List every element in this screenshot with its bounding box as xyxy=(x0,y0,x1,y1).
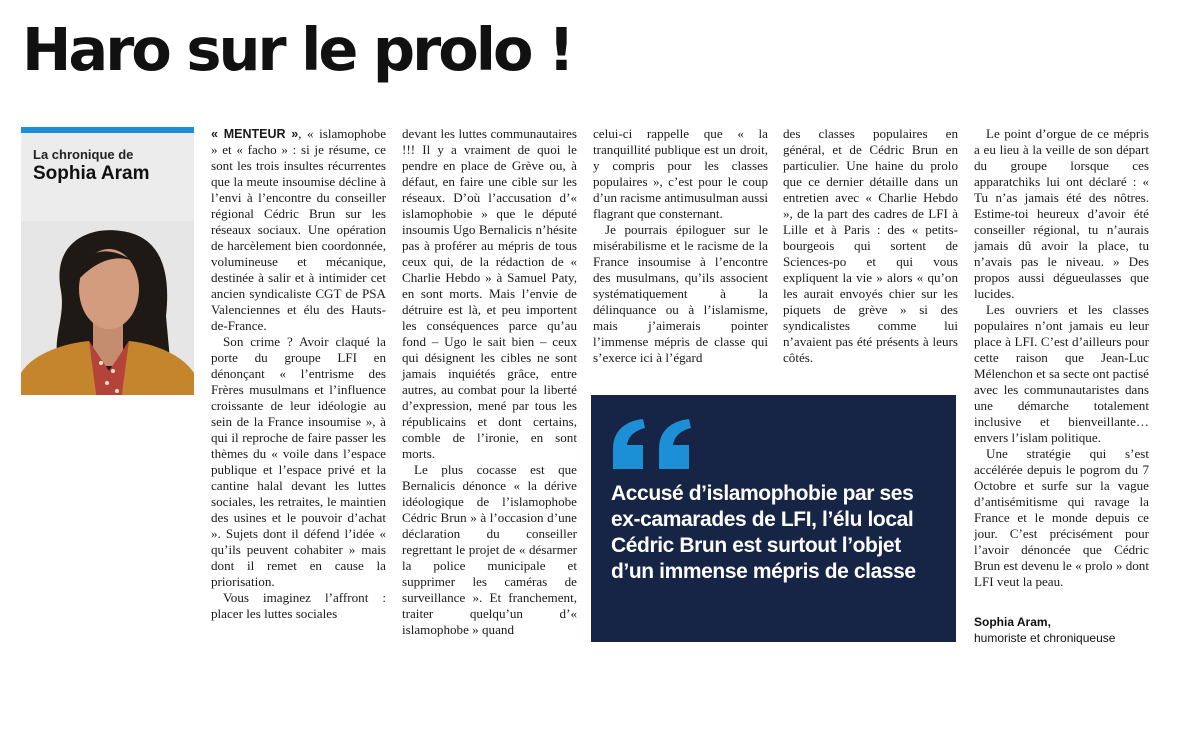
chronique-box xyxy=(21,127,194,395)
pull-quote xyxy=(591,395,956,642)
chronique-label: La chronique de xyxy=(33,147,134,162)
pull-quote-text: Accusé d’islamophobie par ses ex-camarades de LFI, l’élu local Cédric Brun est surtout l’objet d’un immense mépris de classe xyxy=(611,482,916,583)
paragraph: Le point d’orgue de ce mépris a eu lieu à la veille de son départ du groupe lorsque ces apparatchiks lui ont déclaré : « Tu n’as jamais été des nôtres. Estime-toi heureux d’avoir été conseiller régional, tu n’aurais jamais dû avoir la place, tu n’avais pas le niveau. » Des propos aussi dégueulasses que lucides. xyxy=(974,126,1149,301)
signature xyxy=(974,614,1154,646)
paragraph: Le plus cocasse est que Bernalicis dénonce « la dérive idéologique de l’islamophobe Cédric Brun » à l’occasion d’une déclaration du conseiller regrettant le projet de « désarmer la police municipale et supprimer les caméras de surveillance ». Et franchement, traiter quelqu’un d’« islamophobe » quand xyxy=(402,462,577,637)
article-column-3 xyxy=(593,126,768,366)
paragraph: devant les luttes communautaires !!! Il y a vraiment de quoi le pendre en place de Grève ou, à défaut, en faire une cible sur les réseaux. D’où l’accusation d’« islamophobie » que le député insoumis Ugo Bernalicis n’hésite pas à proférer au mépris de tous ceux qui, de la rédaction de « Charlie Hebdo » à Samuel Paty, en sont morts. Mais l’envie de détruire est là, et peu importent les conséquences parce qu’au fond – Ugo le sait bien – ceux qui désignent les cibles ne sont jamais inquiétés grâce, entre autres, au combat pour la liberté d’expression, mené par tous les républicains et dont certains, comble de l’ironie, en sont morts. xyxy=(402,126,577,461)
paragraph: « MENTEUR », « islamophobe » et « facho » : si je résume, ce sont les trois insultes récurrentes que la meute insoumise décline à l’envi à l’encontre du conseiller régional Cédric Brun sur les réseaux sociaux. Une opération de harcèlement bien coordonnée, volumineuse et mécanique, destinée à salir et à intimider cet ancien syndicaliste CGT de PSA Valenciennes et élu des Hauts-de-France. xyxy=(211,126,386,333)
lead-word: « MENTEUR » xyxy=(211,127,299,141)
paragraph: Une stratégie qui s’est accélérée depuis le pogrom du 7 Octobre et surfe sur la vague d’antisémitisme qui ravage la France et le monde depuis ce jour. C’est précisément pour l’avoir dénoncée que Cédric Brun est devenu le « prolo » dont LFI veut la peau. xyxy=(974,446,1149,589)
author-portrait xyxy=(21,221,194,395)
paragraph: celui-ci rappelle que « la tranquillité publique est un droit, y compris pour les classes populaires », c’est pour le coup d’un racisme antimusulman aussi flagrant que consternant. xyxy=(593,126,768,221)
paragraph: des classes populaires en général, et de Cédric Brun en particulier. Une haine du prolo que ce dernier détaille dans un entretien avec « Charlie Hebdo », de la part des cadres de LFI à Lille et à Paris : des « petits-bourgeois qui sortent de Sciences-po et qui vous expliquent la vie » alors « qu’on les aurait envoyés chier sur les piquets de grève » si des syndicalistes comme lui n’avaient pas été présents à leurs côtés. xyxy=(783,126,958,365)
headline: Haro sur le prolo ! xyxy=(22,15,572,84)
article-column-4 xyxy=(783,126,958,366)
paragraph: Les ouvriers et les classes populaires n’ont jamais eu leur place à LFI. C’est d’ailleurs pour cette raison que Jean-Luc Mélenchon et sa secte ont pactisé avec les communautaristes dans une démarche totalement inclusive et bienveillante… envers l’islam politique. xyxy=(974,302,1149,445)
article-column-5 xyxy=(974,126,1149,590)
chronique-author: Sophia Aram xyxy=(33,163,150,184)
paragraph: Vous imaginez l’affront : placer les luttes sociales xyxy=(211,590,386,621)
quote-mark-icon xyxy=(609,419,695,469)
paragraph: Son crime ? Avoir claqué la porte du groupe LFI en dénonçant « l’entrisme des Frères musulmans et l’influence croissante de leur idéologie au sein de la France insoumise », à qui il reproche de faire passer les thèmes du « voile dans l’espace publique et l’espace privé et la cantine halal devant les luttes sociales, les retraites, le maintien des usines et le pouvoir d’achat ». Sujets dont il défend l’idée « qu’ils peuvent cohabiter » mais dont il remet en cause la priorisation. xyxy=(211,334,386,589)
article-column-2 xyxy=(402,126,577,638)
signature-name: Sophia Aram, xyxy=(974,615,1051,629)
paragraph: Je pourrais épiloguer sur le misérabilisme et le racisme de la France insoumise à l’encontre des musulmans, qu’ils associent systématiquement à la délinquance ou à l’islamisme, mais j’aimerais pointer l’immense mépris de classe qui s’exerce ici à l’égard xyxy=(593,222,768,365)
signature-role: humoriste et chroniqueuse xyxy=(974,631,1116,645)
article-column-1 xyxy=(211,126,386,622)
